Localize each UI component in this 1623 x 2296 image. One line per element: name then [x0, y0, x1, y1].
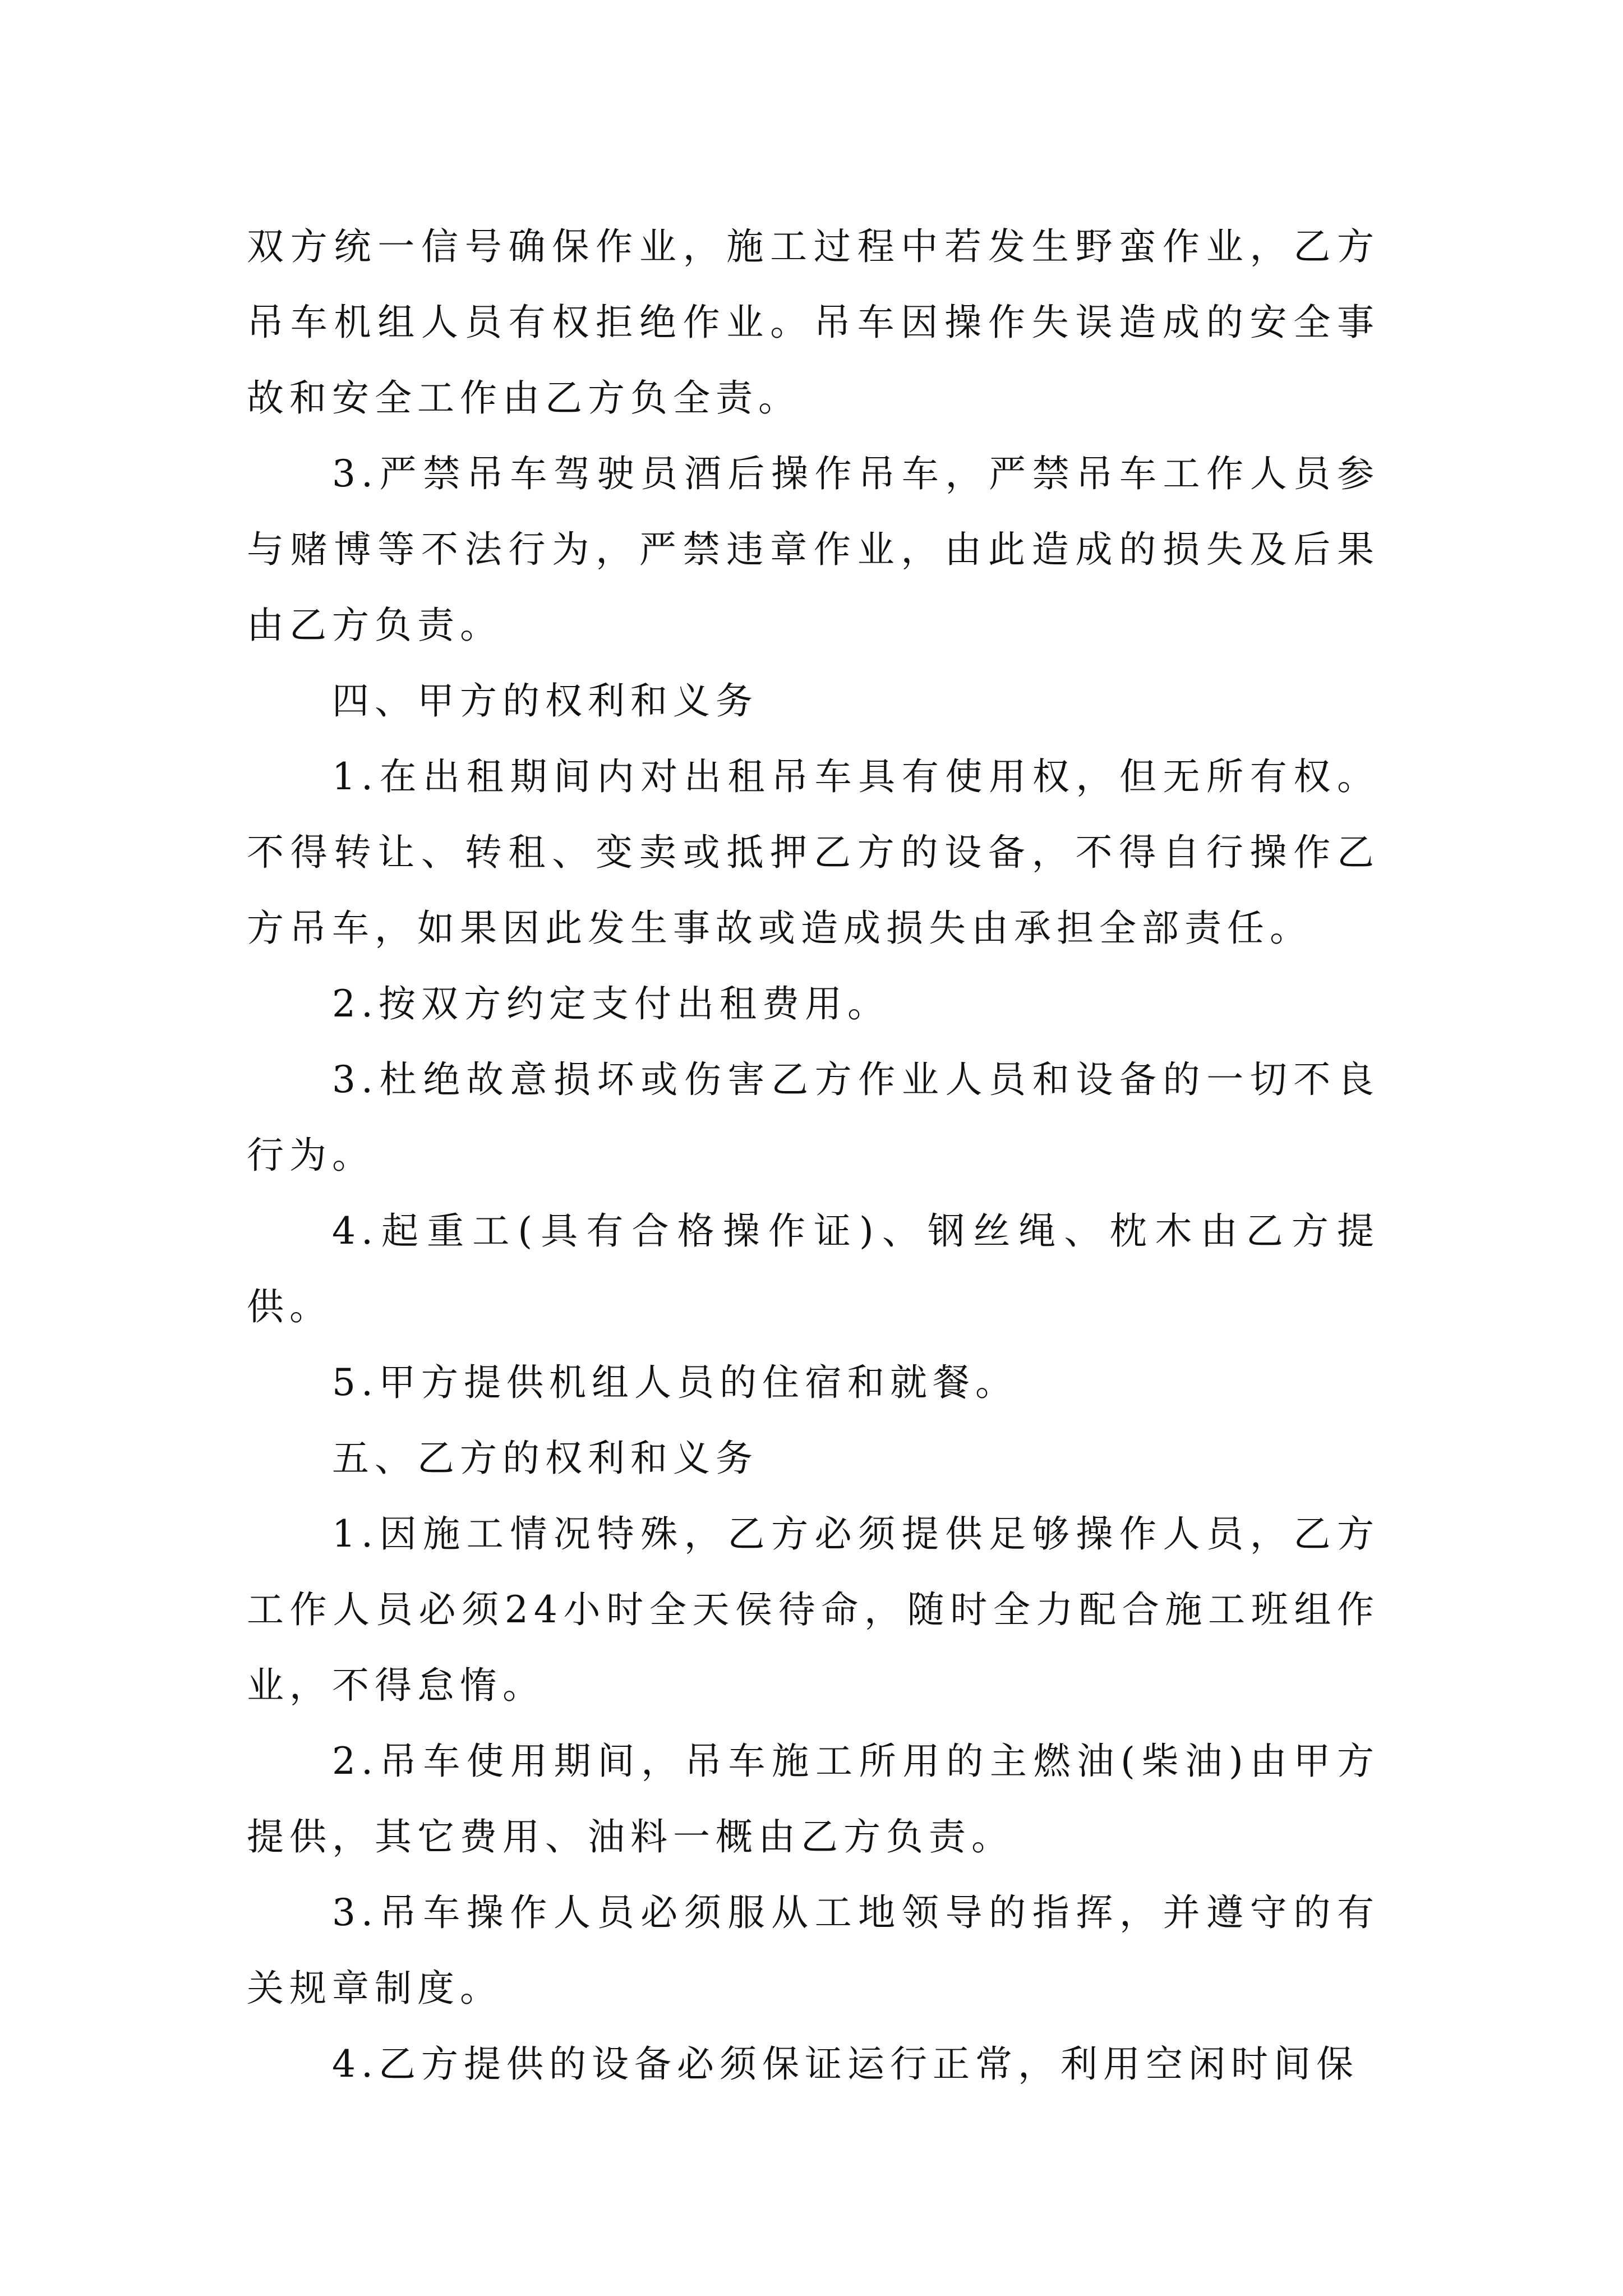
paragraph-party-a-item-3: 3.杜绝故意损坏或伤害乙方作业人员和设备的一切不良行为。: [247, 1058, 1380, 1177]
paragraph-safety-operation: 双方统一信号确保作业，施工过程中若发生野蛮作业，乙方吊车机组人员有权拒绝作业。吊车因操作失误造成的安全事故和安全工作由乙方负全责。: [247, 225, 1380, 420]
paragraph-party-a-item-4: 4.起重工(具有合格操作证)、钢丝绳、枕木由乙方提供。: [247, 1209, 1380, 1328]
paragraph-party-a-item-1: 1.在出租期间内对出租吊车具有使用权，但无所有权。不得转让、转租、变卖或抵押乙方的设备，不得自行操作乙方吊车，如果因此发生事故或造成损失由承担全部责任。: [247, 755, 1380, 950]
paragraph-party-b-item-1: 1.因施工情况特殊，乙方必须提供足够操作人员，乙方工作人员必须24小时全天侯待命，随时全力配合施工班组作业，不得怠惰。: [247, 1512, 1380, 1707]
paragraph-item-3-prohibitions: 3.严禁吊车驾驶员酒后操作吊车，严禁吊车工作人员参与赌博等不法行为，严禁违章作业，由此造成的损失及后果由乙方负责。: [247, 452, 1380, 647]
section-heading-party-b: 五、乙方的权利和义务: [332, 1437, 758, 1480]
paragraph-party-b-item-3: 3.吊车操作人员必须服从工地领导的指挥，并遵守的有关规章制度。: [247, 1891, 1380, 2010]
contract-body: [247, 209, 1380, 2102]
paragraph-party-b-item-4: 4.乙方提供的设备必须保证运行正常，利用空闲时间保: [332, 2042, 1359, 2086]
paragraph-party-b-item-2: 2.吊车使用期间，吊车施工所用的主燃油(柴油)由甲方提供，其它费用、油料一概由乙方负责。: [247, 1740, 1380, 1858]
paragraph-party-a-item-5: 5.甲方提供机组人员的住宿和就餐。: [332, 1361, 1018, 1404]
section-heading-party-a: 四、甲方的权利和义务: [332, 679, 758, 723]
paragraph-party-a-item-2: 2.按双方约定支付出租费用。: [332, 982, 890, 1025]
